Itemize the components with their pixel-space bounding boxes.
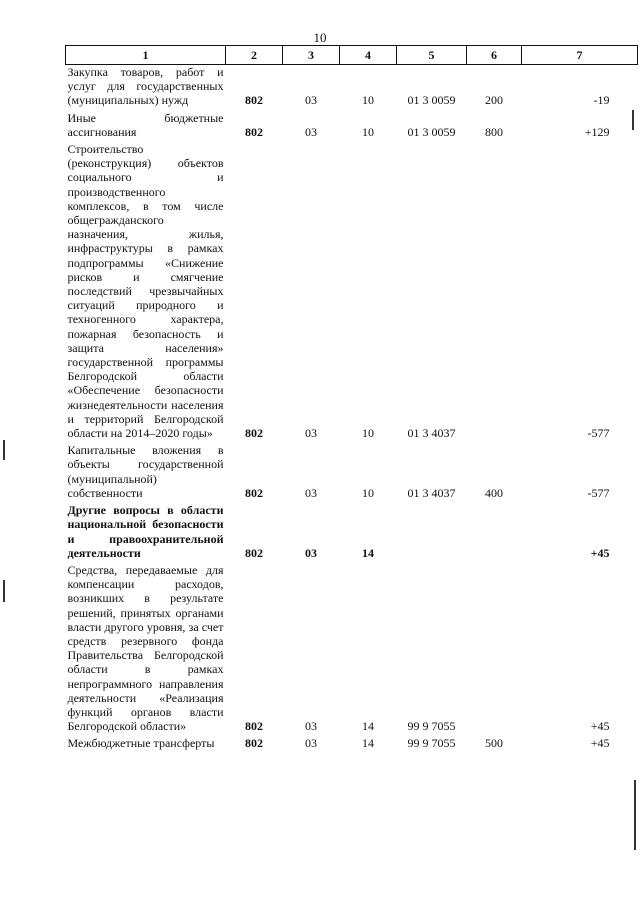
row-expense-type [467, 503, 522, 563]
row-subsection-code: 14 [362, 719, 374, 734]
row-amount: -577 [587, 426, 610, 441]
row-ministry-code: 802 [245, 485, 263, 500]
row-expense-type: 400 [485, 485, 503, 500]
row-target-code: 01 3 4037 [407, 485, 456, 500]
row-section-code: 03 [305, 124, 317, 139]
scan-edge-mark [632, 110, 634, 130]
table-row [66, 111, 638, 142]
header-col-2: 2 [226, 46, 283, 65]
row-subsection-code: 10 [362, 93, 374, 108]
row-expense-type: 200 [485, 93, 503, 108]
header-col-1: 1 [66, 46, 226, 65]
table-row [66, 443, 638, 503]
row-amount: +45 [590, 736, 610, 751]
row-ministry-code: 802 [245, 124, 263, 139]
row-ministry-code: 802 [245, 93, 263, 108]
row-section-code: 03 [305, 485, 317, 500]
row-section-code: 03 [305, 736, 317, 751]
scan-edge-mark [3, 440, 5, 460]
row-amount: +45 [590, 719, 610, 734]
header-col-3: 3 [283, 46, 340, 65]
row-ministry-code: 802 [245, 545, 263, 560]
row-subsection-code: 10 [362, 426, 374, 441]
scan-edge-mark [3, 580, 5, 602]
row-ministry-code: 802 [245, 736, 263, 751]
row-target-code: 01 3 4037 [407, 426, 456, 441]
header-col-6: 6 [467, 46, 522, 65]
header-col-5: 5 [397, 46, 467, 65]
row-target-code: 99 9 7055 [407, 719, 456, 734]
row-amount: +129 [584, 124, 610, 139]
row-ministry-code: 802 [245, 426, 263, 441]
row-section-code: 03 [305, 545, 317, 560]
row-section-code: 03 [305, 719, 317, 734]
table-row [66, 563, 638, 736]
row-name: Иные бюджетные ассигнования [67, 110, 224, 139]
row-name: Межбюджетные трансферты [67, 736, 215, 751]
table-header-row [66, 46, 638, 65]
row-subsection-code: 10 [362, 485, 374, 500]
header-col-4: 4 [340, 46, 397, 65]
budget-table [65, 45, 638, 754]
row-subsection-code: 14 [362, 736, 374, 751]
page-number: 10 [313, 30, 327, 45]
row-target-code: 01 3 0059 [407, 93, 456, 108]
row-name: Строительство (реконструкция) объектов социального и производственного комплексов, в том числе общегражданского назначения, жилья, инфраструктуры в рамках подпрограммы «Снижение рисков и смягчение последствий чрезвычайных ситуаций природного и техногенного характера, пожарная безопасность и защита населения» государственной программы Белгородской области «Обеспечение безопасности жизнедеятельности населения и территорий Белгородской области на 2014–2020 годы» [67, 142, 224, 441]
row-amount: +45 [590, 545, 610, 560]
table-row [66, 736, 638, 753]
row-name: Закупка товаров, работ и услуг для государственных (муниципальных) нужд [67, 65, 224, 108]
row-section-code: 03 [305, 93, 317, 108]
table-row [66, 142, 638, 443]
row-expense-type: 500 [485, 736, 503, 751]
row-name: Капитальные вложения в объекты государственной (муниципальной) собственности [67, 443, 224, 500]
row-section-code: 03 [305, 426, 317, 441]
table-row [66, 503, 638, 563]
row-subsection-code: 14 [362, 545, 374, 560]
row-expense-type: 800 [485, 124, 503, 139]
row-target-code [397, 503, 467, 563]
row-target-code: 01 3 0059 [407, 124, 456, 139]
row-target-code: 99 9 7055 [407, 736, 456, 751]
row-name: Другие вопросы в области национальной безопасности и правоохранительной деятельности [67, 503, 224, 560]
scan-edge-mark [634, 780, 636, 850]
header-col-7: 7 [522, 46, 638, 65]
row-subsection-code: 10 [362, 124, 374, 139]
table-row [66, 65, 638, 111]
row-name: Средства, передаваемые для компенсации расходов, возникших в результате решений, принятых органами власти другого уровня, за счет средств резервного фонда Правительства Белгородской области в рамках непрограммного направления деятельности «Реализация функций органов власти Белгородской области» [67, 562, 224, 734]
row-amount: -577 [587, 485, 610, 500]
row-amount: -19 [593, 93, 610, 108]
row-expense-type [467, 563, 522, 736]
row-expense-type [467, 142, 522, 443]
row-ministry-code: 802 [245, 719, 263, 734]
